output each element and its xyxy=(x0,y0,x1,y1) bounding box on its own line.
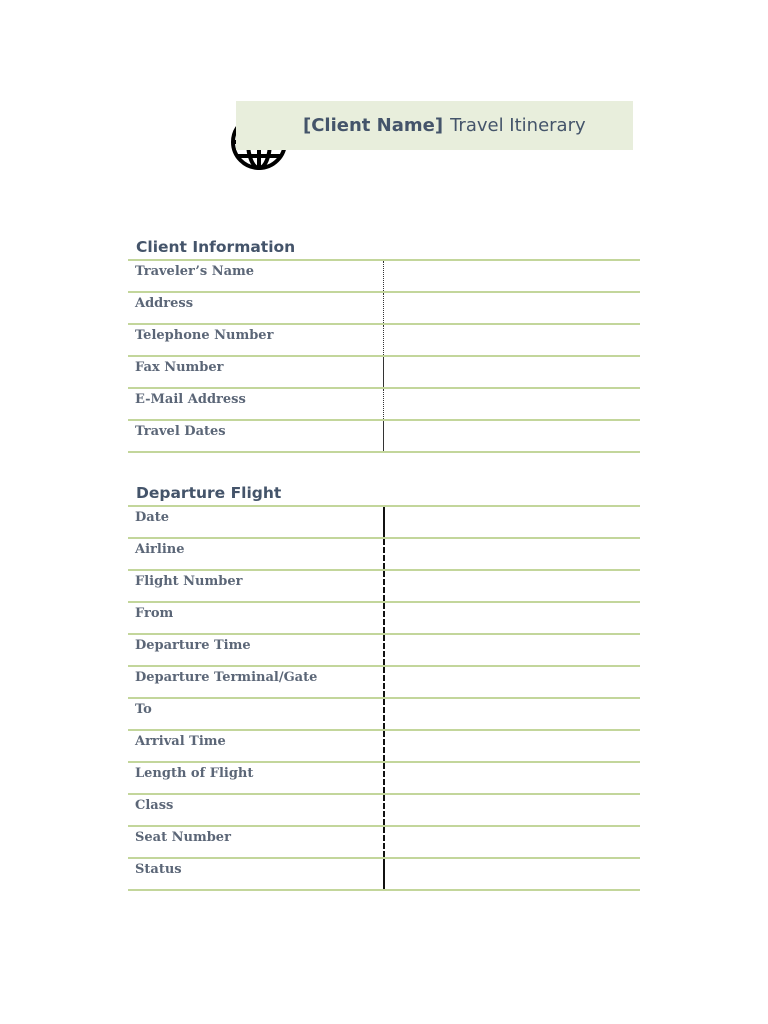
from-field[interactable] xyxy=(383,603,640,633)
form-row-to xyxy=(128,699,640,731)
form-row-airline xyxy=(128,539,640,571)
departure-flight-section xyxy=(128,481,640,891)
form-row-status xyxy=(128,859,640,891)
departure-flight-table xyxy=(128,505,640,891)
form-label: Travel Dates xyxy=(135,424,226,439)
form-label: Seat Number xyxy=(135,830,231,845)
form-label: Address xyxy=(135,296,194,311)
form-label: Status xyxy=(135,862,182,877)
form-row-email-address xyxy=(128,389,640,421)
client-information-section xyxy=(128,235,640,453)
to-field[interactable] xyxy=(383,699,640,729)
form-label: Flight Number xyxy=(135,574,243,589)
form-row-from xyxy=(128,603,640,635)
form-row-seat-number xyxy=(128,827,640,859)
form-label: E-Mail Address xyxy=(135,392,246,407)
form-label: Departure Terminal/Gate xyxy=(135,670,318,685)
form-label: From xyxy=(135,606,174,621)
form-row-departure-terminal-gate xyxy=(128,667,640,699)
form-row-length-of-flight xyxy=(128,763,640,795)
client-name-placeholder[interactable]: [Client Name] xyxy=(303,115,444,136)
address-field[interactable] xyxy=(383,293,640,323)
date-field[interactable] xyxy=(383,507,640,537)
email-address-field[interactable] xyxy=(383,389,640,419)
itinerary-title: Travel Itinerary xyxy=(450,115,586,136)
client-information-table xyxy=(128,259,640,453)
form-row-class xyxy=(128,795,640,827)
form-row-fax-number xyxy=(128,357,640,389)
length-of-flight-field[interactable] xyxy=(383,763,640,793)
departure-terminal-gate-field[interactable] xyxy=(383,667,640,697)
form-label: Fax Number xyxy=(135,360,224,375)
form-row-departure-time xyxy=(128,635,640,667)
telephone-number-field[interactable] xyxy=(383,325,640,355)
travelers-name-field[interactable] xyxy=(383,261,640,291)
departure-flight-heading: Departure Flight xyxy=(136,484,282,502)
form-row-arrival-time xyxy=(128,731,640,763)
form-label: Arrival Time xyxy=(135,734,226,749)
form-row-flight-number xyxy=(128,571,640,603)
form-row-travelers-name xyxy=(128,261,640,293)
fax-number-field[interactable] xyxy=(383,357,640,387)
form-label: To xyxy=(135,702,152,717)
travel-dates-field[interactable] xyxy=(383,421,640,451)
form-label: Traveler’s Name xyxy=(135,264,255,279)
seat-number-field[interactable] xyxy=(383,827,640,857)
client-information-heading: Client Information xyxy=(136,238,296,256)
form-label: Departure Time xyxy=(135,638,251,653)
document-title xyxy=(236,101,633,150)
class-field[interactable] xyxy=(383,795,640,825)
form-label: Telephone Number xyxy=(135,328,274,343)
flight-number-field[interactable] xyxy=(383,571,640,601)
form-label: Class xyxy=(135,798,174,813)
form-row-date xyxy=(128,507,640,539)
airline-field[interactable] xyxy=(383,539,640,569)
form-row-telephone-number xyxy=(128,325,640,357)
status-field[interactable] xyxy=(383,859,640,889)
form-row-travel-dates xyxy=(128,421,640,453)
departure-time-field[interactable] xyxy=(383,635,640,665)
form-label: Length of Flight xyxy=(135,766,254,781)
form-label: Airline xyxy=(135,542,185,557)
arrival-time-field[interactable] xyxy=(383,731,640,761)
form-label: Date xyxy=(135,510,169,525)
form-row-address xyxy=(128,293,640,325)
